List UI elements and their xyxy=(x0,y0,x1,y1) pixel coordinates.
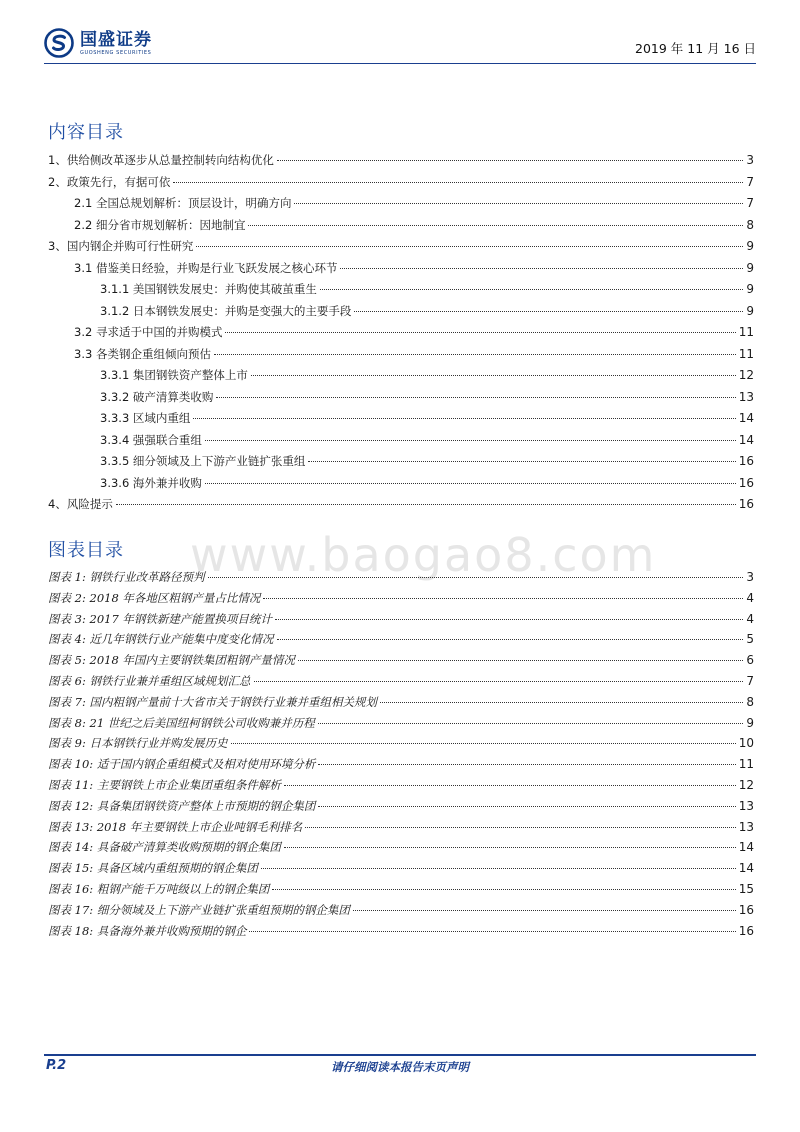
figure-entry-label: 图表 16: 粗钢产能千万吨级以上的钢企集团 xyxy=(48,881,270,896)
figure-entry[interactable] xyxy=(48,694,754,715)
toc-entry[interactable] xyxy=(48,152,754,174)
dot-leader xyxy=(116,504,736,505)
logo-chinese-name: 国盛证券 xyxy=(80,29,152,50)
figure-entry-label: 图表 10: 适于国内钢企重组模式及相对使用环境分析 xyxy=(48,757,316,772)
figure-entry-label: 图表 11: 主要钢铁上市企业集团重组条件解析 xyxy=(48,777,281,792)
figure-entry[interactable] xyxy=(48,590,754,611)
toc-entry-page: 16 xyxy=(738,475,754,490)
figure-entry[interactable] xyxy=(48,756,754,777)
page-number: P.2 xyxy=(46,1058,67,1073)
figure-entry-label: 图表 17: 细分领域及上下游产业链扩张重组预期的钢企集团 xyxy=(48,902,350,917)
toc-entry[interactable] xyxy=(48,453,754,475)
figure-entry-page: 11 xyxy=(738,757,754,772)
figure-entry-label: 图表 9: 日本钢铁行业并购发展历史 xyxy=(48,736,228,751)
header-divider xyxy=(44,63,756,64)
toc-entry[interactable] xyxy=(48,281,754,303)
toc-entry-label: 1、供给侧改革逐步从总量控制转向结构优化 xyxy=(48,153,274,167)
figure-entry[interactable] xyxy=(48,777,754,798)
dot-leader xyxy=(275,619,743,620)
footer-divider xyxy=(44,1054,756,1056)
toc-entry-page: 11 xyxy=(738,346,754,361)
figure-entry[interactable] xyxy=(48,881,754,902)
dot-leader xyxy=(308,461,735,462)
toc-entry-page: 14 xyxy=(738,432,754,447)
figure-entry-label: 图表 6: 钢铁行业兼并重组区域规划汇总 xyxy=(48,673,251,688)
dot-leader xyxy=(320,289,743,290)
dot-leader xyxy=(318,723,744,724)
figure-entry-label: 图表 13: 2018 年主要钢铁上市企业吨钢毛利排名 xyxy=(48,819,303,834)
figure-entry[interactable] xyxy=(48,735,754,756)
toc-entry-label: 3.3.1 集团钢铁资产整体上市 xyxy=(100,368,248,382)
figure-entry-page: 16 xyxy=(738,923,754,938)
toc-entry-page: 7 xyxy=(746,174,754,189)
figure-entry-page: 6 xyxy=(746,653,754,668)
report-date: 2019 年 11 月 16 日 xyxy=(635,41,756,56)
toc-entry-label: 3.3 各类钢企重组倾向预估 xyxy=(74,346,211,361)
toc-entry[interactable] xyxy=(48,432,754,454)
figure-entry-page: 4 xyxy=(746,590,754,605)
disclaimer-note: 请仔细阅读本报告末页声明 xyxy=(331,1060,469,1074)
toc-entry-label: 3、国内钢企并购可行性研究 xyxy=(48,239,194,253)
figure-entry[interactable] xyxy=(48,839,754,860)
toc-entry[interactable] xyxy=(48,367,754,389)
toc-entry-page: 13 xyxy=(738,389,754,404)
toc-entry[interactable] xyxy=(48,346,754,368)
figure-entry-page: 12 xyxy=(738,777,754,792)
toc-entry-label: 3.1.1 美国钢铁发展史：并购使其破茧重生 xyxy=(100,282,317,296)
figure-entry[interactable] xyxy=(48,902,754,923)
toc-entry-page: 8 xyxy=(746,217,754,232)
figure-entry-page: 3 xyxy=(746,570,754,584)
figure-entry-page: 15 xyxy=(738,881,754,896)
toc-entry[interactable] xyxy=(48,238,754,260)
dot-leader xyxy=(277,160,744,161)
toc-entry[interactable] xyxy=(48,410,754,432)
dot-leader xyxy=(318,806,735,807)
toc-entry-label: 3.1.2 日本钢铁发展史：并购是变强大的主要手段 xyxy=(100,303,352,318)
figure-entry[interactable] xyxy=(48,611,754,632)
toc-entry[interactable] xyxy=(48,324,754,346)
toc-entry[interactable] xyxy=(48,475,754,497)
toc-entry[interactable] xyxy=(48,174,754,196)
toc-title: 内容目录 xyxy=(48,122,124,143)
figure-entry-page: 13 xyxy=(738,798,754,813)
figure-entry-label: 图表 7: 国内粗钢产量前十大省市关于钢铁行业兼并重组相关规划 xyxy=(48,694,377,709)
toc-entry-label: 4、风险提示 xyxy=(48,497,113,511)
dot-leader xyxy=(272,889,735,890)
figure-entry[interactable] xyxy=(48,819,754,840)
dot-leader xyxy=(225,332,735,333)
logo-english-name: GUOSHENG SECURITIES xyxy=(80,49,152,56)
figure-entry[interactable] xyxy=(48,569,754,590)
dot-leader xyxy=(216,397,735,398)
figure-entry[interactable] xyxy=(48,860,754,881)
toc-entry-label: 3.3.5 细分领域及上下游产业链扩张重组 xyxy=(100,454,306,468)
dot-leader xyxy=(193,418,735,419)
figure-entry-label: 图表 18: 具备海外兼并收购预期的钢企 xyxy=(48,923,247,938)
toc-entry-page: 3 xyxy=(746,153,754,167)
figure-entry-page: 8 xyxy=(746,694,754,709)
guosheng-logo-icon xyxy=(44,28,74,58)
company-logo xyxy=(44,22,152,64)
dot-leader xyxy=(196,246,743,247)
figure-entry-label: 图表 1: 钢铁行业改革路径预判 xyxy=(48,570,205,584)
dot-leader xyxy=(380,702,743,703)
toc-entry-page: 7 xyxy=(746,196,754,210)
toc-entry-label: 3.3.2 破产清算类收购 xyxy=(100,389,214,404)
figure-entry-page: 16 xyxy=(738,902,754,917)
toc-entry-page: 9 xyxy=(746,303,754,318)
figure-list xyxy=(48,569,754,943)
figure-entry[interactable] xyxy=(48,652,754,673)
figure-entry[interactable] xyxy=(48,715,754,736)
figure-entry-page: 14 xyxy=(738,861,754,876)
toc-entry-page: 9 xyxy=(746,282,754,296)
dot-leader xyxy=(305,827,735,828)
figure-entry-page: 14 xyxy=(738,840,754,855)
figure-entry-label: 图表 3: 2017 年钢铁新建产能置换项目统计 xyxy=(48,611,272,626)
toc-entry-page: 11 xyxy=(738,325,754,339)
figure-entry-label: 图表 8: 21 世纪之后美国纽柯钢铁公司收购兼并历程 xyxy=(48,715,315,730)
dot-leader xyxy=(249,931,735,932)
toc-entry[interactable] xyxy=(48,496,754,518)
figure-entry-page: 5 xyxy=(746,632,754,647)
figure-entry-label: 图表 5: 2018 年国内主要钢铁集团粗钢产量情况 xyxy=(48,653,295,668)
dot-leader xyxy=(261,868,736,869)
dot-leader xyxy=(263,598,743,599)
toc-entry-label: 2.2 细分省市规划解析：因地制宜 xyxy=(74,217,246,232)
toc-entry-page: 14 xyxy=(738,411,754,425)
dot-leader xyxy=(294,203,743,204)
figure-entry[interactable] xyxy=(48,798,754,819)
toc-entry-page: 9 xyxy=(746,260,754,275)
dot-leader xyxy=(254,681,744,682)
dot-leader xyxy=(284,785,736,786)
dot-leader xyxy=(340,268,743,269)
dot-leader xyxy=(205,483,736,484)
page-header xyxy=(44,22,756,64)
figure-entry[interactable] xyxy=(48,923,754,944)
figure-entry-label: 图表 15: 具备区域内重组预期的钢企集团 xyxy=(48,861,258,876)
dot-leader xyxy=(214,354,736,355)
toc-entry[interactable] xyxy=(48,260,754,282)
dot-leader xyxy=(298,660,743,661)
toc-entry-label: 3.3.4 强强联合重组 xyxy=(100,432,202,447)
figure-entry[interactable] xyxy=(48,631,754,652)
figure-entry[interactable] xyxy=(48,673,754,694)
toc-entry-label: 3.1 借鉴美日经验，并购是行业飞跃发展之核心环节 xyxy=(74,260,338,275)
figure-entry-page: 9 xyxy=(746,715,754,730)
toc-entry-label: 2.1 全国总规划解析：顶层设计，明确方向 xyxy=(74,196,292,210)
figure-entry-label: 图表 4: 近几年钢铁行业产能集中度变化情况 xyxy=(48,632,274,647)
toc-entry-page: 9 xyxy=(746,239,754,253)
figure-entry-page: 4 xyxy=(746,611,754,626)
toc-entry-page: 16 xyxy=(738,497,754,511)
toc-list xyxy=(48,152,754,518)
toc-entry[interactable] xyxy=(48,217,754,239)
toc-entry[interactable] xyxy=(48,303,754,325)
toc-entry[interactable] xyxy=(48,195,754,217)
toc-entry-page: 12 xyxy=(738,368,754,382)
dot-leader xyxy=(277,639,744,640)
figure-entry-label: 图表 14: 具备破产清算类收购预期的钢企集团 xyxy=(48,840,281,855)
dot-leader xyxy=(354,311,743,312)
toc-entry-page: 16 xyxy=(738,454,754,468)
figure-entry-label: 图表 12: 具备集团钢铁资产整体上市预期的钢企集团 xyxy=(48,798,316,813)
figure-entry-page: 7 xyxy=(746,673,754,688)
dot-leader xyxy=(205,440,736,441)
dot-leader xyxy=(231,743,736,744)
figure-list-title: 图表目录 xyxy=(48,540,124,561)
toc-entry-label: 3.2 寻求适于中国的并购模式 xyxy=(74,325,223,339)
dot-leader xyxy=(208,577,744,578)
figure-entry-label: 图表 2: 2018 年各地区粗钢产量占比情况 xyxy=(48,590,261,605)
dot-leader xyxy=(251,375,736,376)
dot-leader xyxy=(353,910,736,911)
dot-leader xyxy=(318,764,735,765)
figure-entry-page: 10 xyxy=(738,736,754,751)
toc-entry[interactable] xyxy=(48,389,754,411)
figure-entry-page: 13 xyxy=(738,819,754,834)
toc-entry-label: 3.3.3 区域内重组 xyxy=(100,411,191,425)
dot-leader xyxy=(248,225,743,226)
dot-leader xyxy=(173,182,743,183)
dot-leader xyxy=(284,847,736,848)
watermark: www.baogao8.com xyxy=(190,528,657,582)
toc-entry-label: 2、政策先行，有据可依 xyxy=(48,174,171,189)
toc-entry-label: 3.3.6 海外兼并收购 xyxy=(100,475,202,490)
